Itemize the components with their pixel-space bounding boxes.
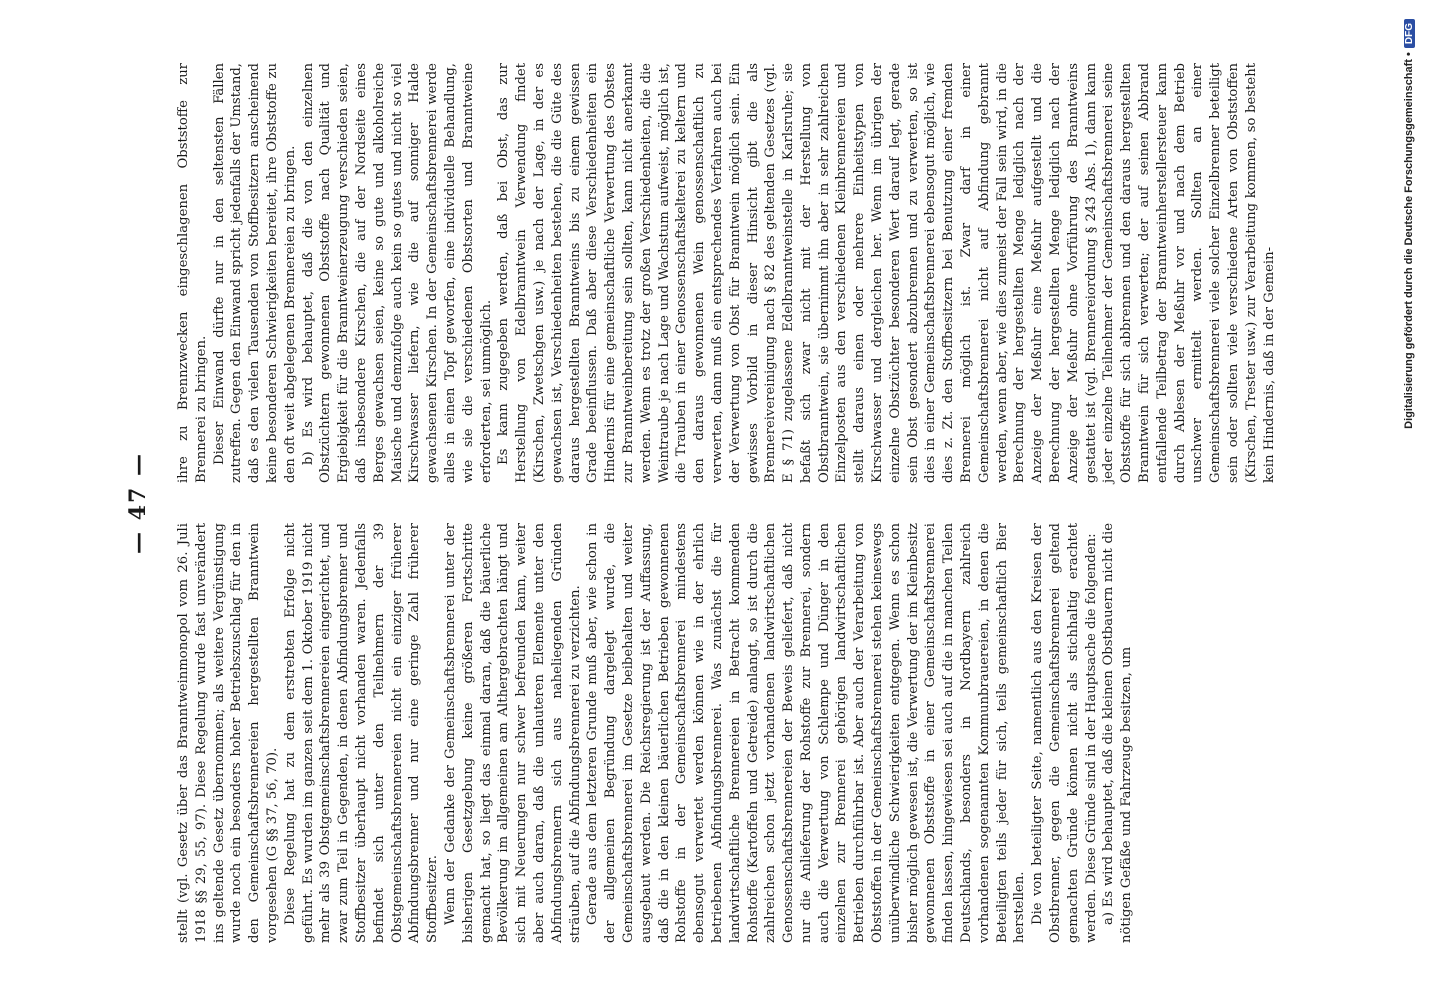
digitization-credit bbox=[1404, 8, 1426, 992]
paragraph: a) Es wird behauptet, daß die kleinen Obstbauern nicht die nötigen Gefäße und Fahrzeuge besitzen, um bbox=[1101, 523, 1135, 943]
paragraph: Die von beteiligter Seite, namentlich aus den Kreisen der Obstbrenner, gegen die Gemeinschaftsbrennerei geltend gemachten Gründe können nicht als stichhaltig erachtet werden. Diese Gründe sind in der Hauptsache die folgenden: bbox=[1030, 523, 1099, 943]
page-number: — 47 — bbox=[125, 452, 151, 554]
paragraph: b) Es wird behauptet, daß die von den einzelnen Obstzüchtern gewonnenen Obststoffe nach Qualität und Ergiebigkeit für die Branntweinerzeugung verschieden seien, daß insbesondere Kirschen, die auf der Nordseite eines Berges gewachsen seien, keine so gute und alkoholreiche Maische und demzufolge auch kein so gutes und nicht so viel Kirschwasser liefern, wie die auf sonniger Halde gewachsenen Kirschen. In der Gemeinschaftsbrennerei werde alles in einen Topf geworfen, eine individuelle Behandlung, wie sie die verschiedenen Obstsorten und Branntweine erforderten, sei unmöglich. bbox=[300, 63, 494, 483]
paragraph: Wenn der Gedanke der Gemeinschaftsbrennerei unter der bisherigen Gesetzgebung keine größeren Fortschritte gemacht hat, so liegt das einmal daran, daß die bäuerliche Bevölkerung im allgemeinen am Althergebrachten hängt und sich mit Neuerungen nur schwer befreunden kann, weiter aber auch daran, daß die unlauteren Elemente unter den Abfindungsbrennern sich aus naheliegenden Gründen sträuben, auf die Abfindungsbrennerei zu verzichten. bbox=[442, 523, 583, 943]
dfg-logo: DFG bbox=[1404, 19, 1415, 48]
paragraph: Diese Regelung hat zu dem erstrebten Erfolge nicht geführt. Es wurden im ganzen seit dem 1. Oktober 1919 nicht mehr als 39 Obstgemeinschaftsbrennereien eingerichtet, und zwar zum Teil in Gegenden, in denen Abfindungsbrenner und Stoffbesitzer überhaupt nicht vorhanden waren. Jedenfalls befindet sich unter den Teilnehmern der 39 Obstgemeinschaftsbrennereien nicht ein einziger früherer Abfindungsbrenner und nur eine geringe Zahl früherer Stoffbesitzer. bbox=[282, 523, 441, 943]
digitization-credit-text bbox=[1403, 19, 1425, 979]
paragraph: Dieser Einwand dürfte nur in den seltensten Fällen zutreffen. Gegen den Einwand spricht jedenfalls der Umstand, daß es den vielen Tausenden von Stoffbesitzern anscheinend keine besonderen Schwierigkeiten bereitet, ihre Obststoffe zu den oft weit abgelegenen Brennereien zu bringen. bbox=[211, 63, 298, 483]
right-column bbox=[175, 63, 1275, 483]
book-page bbox=[125, 63, 1285, 943]
paragraph: Gerade aus dem letzteren Grunde muß aber, wie schon in der allgemeinen Begründung dargelegt wurde, die Gemeinschaftsbrennerei im Gesetze beibehalten und weiter ausgebaut werden. Die Reichsregierung ist der Auffassung, daß die in den kleinen bäuerlichen Betrieben gewonnenen Rohstoffe in der Gemeinschaftsbrennerei mindestens ebensogut verwertet werden können wie in der ehrlich betriebenen Abfindungsbrennerei. Was zunächst die für landwirtschaftliche Brennereien in Betracht kommenden Rohstoffe (Kartoffeln und Getreide) anlangt, so ist durch die zahlreichen schon jetzt vorhandenen landwirtschaftlichen Genossenschaftsbrennereien der Beweis geliefert, daß nicht nur die Anlieferung der Rohstoffe zur Brennerei, sondern auch die Verwertung von Schlempe und Dünger in den einzelnen zur Brennerei gehörigen landwirtschaftlichen Betrieben durchführbar ist. Aber auch der Verarbeitung von Obststoffen in der Gemeinschaftsbrennerei stehen keineswegs unüberwindliche Schwierigkeiten entgegen. Wenn es schon bisher möglich gewesen ist, die Verwertung der im Kleinbesitz gewonnenen Obststoffe in einer Gemeinschaftsbrennerei finden lassen, hingewiesen sei auch auf die in manchen Teilen Deutschlands, besonders in Nordbayern zahlreich vorhandenen sogenannten Kommunbrauereien, in denen die Beteiligten teils jeder für sich, teils gemeinschaftlich Bier herstellen. bbox=[585, 523, 1028, 943]
paragraph: stellt (vgl. Gesetz über das Branntweinmonopol vom 26. Juli 1918 §§ 29, 55, 97). Diese Regelung wurde fast unverändert ins geltende Gesetz übernommen; als weitere Vergünstigung wurde noch ein besonders hoher Betriebszuschlag für den in den Gemeinschaftsbrennereien hergestellten Branntwein vorgesehen (G §§ 37, 56, 70). bbox=[176, 523, 280, 943]
book-page-content bbox=[125, 63, 1285, 943]
paragraph: ihre zu Brennzwecken eingeschlagenen Obststoffe zur Brennerei zu bringen. bbox=[176, 63, 209, 483]
paragraph: Es kann zugegeben werden, daß bei Obst, das zur Herstellung von Edelbranntwein Verwendung findet (Kirschen, Zwetschgen usw.) je nach der Lage, in der es gewachsen ist, Verschiedenheiten bestehen, die die Güte des daraus hergestellten Branntweins bis zu einem gewissen Grade beeinflussen. Daß aber diese Verschiedenheiten ein Hindernis für eine gemeinschaftliche Verwertung des Obstes zur Branntweinbereitung sein sollten, kann nicht anerkannt werden. Wenn es trotz der großen Verschiedenheiten, die die Weintraube je nach Lage und Wachstum aufweist, möglich ist, die Trauben in einer Genossenschaftskelterei zu keltern und den daraus gewonnenen Wein genossenschaftlich zu verwerten, dann muß ein entsprechendes Verfahren auch bei der Verwertung von Obst für Branntwein möglich sein. Ein gewisses Vorbild in dieser Hinsicht gibt die als Brennereivereinigung nach § 82 des geltenden Gesetzes (vgl. E § 71) zugelassene Edelbranntweinstelle in Karlsruhe; sie befaßt sich zwar nicht mit der Herstellung von Obstbranntwein, sie übernimmt ihn aber in sehr zahlreichen Einzelposten aus den verschiedenen Kleinbrennereien und stellt daraus einen oder mehrere Einheitstypen von Kirschwasser und dergleichen her. Wenn im übrigen der einzelne Obstzüchter besonderen Wert darauf legt, gerade sein Obst gesondert abzubrennen und zu verwerten, so ist dies in einer Gemeinschaftsbrennerei ebensogut möglich, wie dies z. Zt. den Stoffbesitzern bei Benutzung einer fremden Brennerei möglich ist. Zwar darf in einer Gemeinschaftsbrennerei nicht auf Abfindung gebrannt werden, wenn aber, wie dies zumeist der Fall sein wird, in die Berechnung der hergestellten Menge lediglich nach der Anzeige der Meßuhr eine Meßuhr aufgestellt und die Berechnung der hergestellten Menge lediglich nach der Anzeige der Meßuhr ohne Vorführung des Branntweins gestattet ist (vgl. Brennereiordnung § 243 Abs. 1), dann kann jeder einzelne Teilnehmer der Gemeinschaftsbrennerei seine Obststoffe für sich abbrennen und den daraus hergestellten Branntwein für sich verwerten; der auf seinen Abbrand entfallende Teilbetrag der Branntweinherstellersteuer kann durch Ablesen der Meßuhr vor und nach dem Betrieb unschwer ermittelt werden. Sollten an einer Gemeinschaftsbrennerei viele solcher Einzelbrenner beteiligt sein oder sollten viele verschiedene Arten von Obststoffen (Kirschen, Trester usw.) zur Verarbeitung kommen, so besteht kein Hindernis, daß in der Gemein- bbox=[496, 63, 1277, 483]
credit-text: Digitalisierung gefördert durch die Deutsche Forschungsgemeinschaft • bbox=[1403, 52, 1415, 429]
left-column bbox=[175, 523, 1275, 943]
